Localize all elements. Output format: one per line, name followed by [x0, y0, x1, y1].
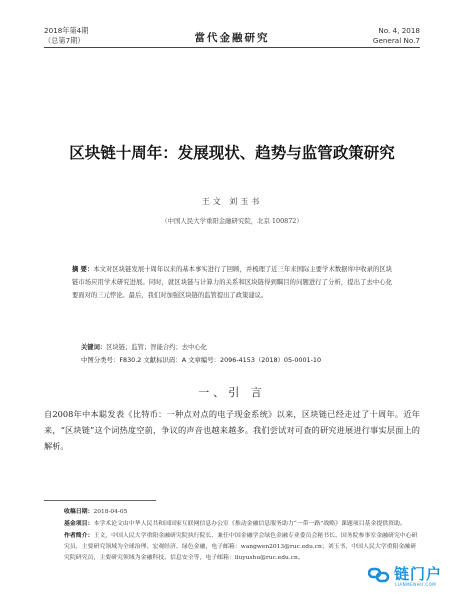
author-affiliation: （中国人民大学重阳金融研究院，北京 100872）: [161, 217, 303, 225]
author-label: 作者简介：: [64, 532, 94, 539]
received-note: [64, 506, 420, 518]
chain-link-icon: [368, 564, 390, 586]
author-text: 王文，中国人民大学重阳金融研究院执行院长、兼任中国金融学会绿色金融专业委员会秘书长、国务院参事室金融研究中心研究员，主要研究领域为全球治理、宏观经济、绿色金融，电子邮箱：wangwen2013@ruc.edu.cn；刘玉书，中国人民大学重阳金融研究院研究员，主要研究领域为金融科技、信息安全等，电子邮箱：liuyushu@ruc.edu.cn。: [64, 533, 418, 561]
watermark-sub: LIANMENHU.COM: [395, 582, 437, 587]
keywords-label: 关键词：: [81, 344, 107, 351]
classification-line: 中图分类号：F830.2 文献标识码：A 文章编号：2096-4153（2018）05-0001-10: [81, 356, 322, 364]
received-value: 2018-04-05: [93, 509, 128, 515]
footnotes: [64, 506, 420, 564]
footnote-rule: [44, 500, 156, 501]
fund-text: 本学术论文由中华人民共和国国家互联网信息办公室《推动金融信息服务助力“一带一路”战略》课题项目基金提供资助。: [93, 521, 406, 527]
abstract: [72, 263, 392, 302]
issue-label: 2018年第4期: [44, 26, 89, 35]
header-number-block: [373, 26, 420, 46]
article-authors: 王文 刘玉书: [201, 197, 263, 206]
author-note: [64, 530, 420, 564]
keywords: [81, 342, 207, 351]
header-rule: [44, 47, 420, 48]
journal-name: 當代金融研究: [194, 32, 270, 44]
abstract-text: 本文对区块链发展十周年以来的基本事实进行了回顾，并梳理了近三年来国际主要学术数据库中收录的区块链市场应用学术研究进展。同时，就区块链与计算力的关系和区块链得到瞩目的问题进行了分析，提出了去中心化要面对的三元悖论。最后，我们对加强区块链的监管提出了政策建议。: [72, 266, 392, 299]
section-heading: 一、引 言: [198, 386, 266, 399]
abstract-label: 摘 要：: [72, 266, 94, 273]
keywords-text: 区块链；监管；智能合约；去中心化: [106, 344, 207, 351]
total-issue-label: （总第7期）: [44, 36, 85, 45]
watermark-logo: [368, 562, 454, 590]
fund-label: 基金项目：: [64, 520, 94, 527]
received-label: 收稿日期：: [64, 508, 94, 515]
article-title: 区块链十周年：发展现状、趋势与监管政策研究: [69, 144, 395, 162]
fund-note: [64, 518, 420, 530]
watermark-brand: 链门户: [394, 565, 443, 583]
general-number: General No.7: [372, 36, 420, 45]
intro-paragraph: 自2008年中本聪发表《比特币：一种点对点的电子现金系统》以来，区块链已经走过了十周年。近年来，“区块链”这个词热度空前，争议的声音也越来越多。我们尝试对可查的研究进展进行事实层面上的解析。: [44, 409, 420, 451]
issue-number: No. 4, 2018: [378, 26, 420, 35]
